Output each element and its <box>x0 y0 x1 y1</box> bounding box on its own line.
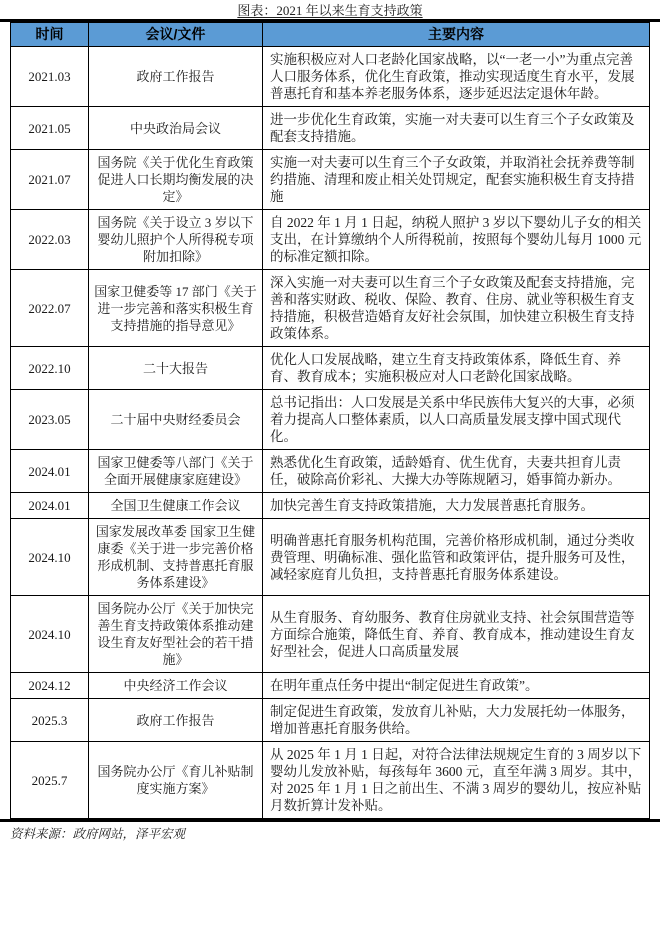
content-cell: 总书记指出：人口发展是关系中华民族伟大复兴的大事，必须着力提高人口整体素质，以人口高质量发展支撑中国式现代化。 <box>263 390 650 450</box>
document-cell: 政府工作报告 <box>89 699 263 742</box>
table-row <box>11 742 650 819</box>
content-cell: 实施一对夫妻可以生育三个子女政策，并取消社会抚养费等制约措施、清理和废止相关处罚规定，配套实施积极生育支持措施 <box>263 150 650 210</box>
table-row <box>11 210 650 270</box>
table-body <box>11 47 650 819</box>
time-cell: 2021.03 <box>11 47 89 107</box>
content-cell: 实施积极应对人口老龄化国家战略，以“一老一小”为重点完善人口服务体系，优化生育政策，推动实现适度生育水平，发展普惠托育和基本养老服务体系，逐步延迟法定退休年龄。 <box>263 47 650 107</box>
time-cell: 2022.03 <box>11 210 89 270</box>
source-note: 资料来源：政府网站，泽平宏观 <box>10 827 186 841</box>
time-cell: 2021.07 <box>11 150 89 210</box>
time-cell: 2024.10 <box>11 519 89 596</box>
content-cell: 进一步优化生育政策，实施一对夫妻可以生育三个子女政策及配套支持措施。 <box>263 107 650 150</box>
column-header-document: 会议/文件 <box>89 23 263 47</box>
table-row <box>11 47 650 107</box>
document-cell: 国务院《关于优化生育政策促进人口长期均衡发展的决定》 <box>89 150 263 210</box>
document-cell: 政府工作报告 <box>89 47 263 107</box>
document-cell: 二十届中央财经委员会 <box>89 390 263 450</box>
figure-title <box>0 0 660 19</box>
table-row <box>11 519 650 596</box>
table-header <box>11 23 650 47</box>
content-cell: 深入实施一对夫妻可以生育三个子女政策及配套支持措施，完善和落实财政、税收、保险、教育、住房、就业等积极生育支持措施，积极营造婚育友好社会氛围，加快建立积极生育支持政策体系。 <box>263 270 650 347</box>
header-row <box>11 23 650 47</box>
content-cell: 从生育服务、育幼服务、教育住房就业支持、社会氛围营造等方面综合施策，降低生育、养育、教育成本，推动建设生育友好型社会，促进人口高质量发展 <box>263 596 650 673</box>
time-cell: 2025.7 <box>11 742 89 819</box>
time-cell: 2022.10 <box>11 347 89 390</box>
table-row <box>11 107 650 150</box>
column-header-content: 主要内容 <box>263 23 650 47</box>
document-cell: 国务院办公厅《关于加快完善生育支持政策体系推动建设生育友好型社会的若干措施》 <box>89 596 263 673</box>
policy-table <box>10 22 650 819</box>
time-cell: 2022.07 <box>11 270 89 347</box>
time-cell: 2024.01 <box>11 493 89 519</box>
table-row <box>11 450 650 493</box>
content-cell: 在明年重点任务中提出“制定促进生育政策”。 <box>263 673 650 699</box>
content-cell: 明确普惠托育服务机构范围，完善价格形成机制，通过分类收费管理、明确标准、强化监管和政策评估，提升服务可及性，减轻家庭育儿负担，支持普惠托育服务体系建设。 <box>263 519 650 596</box>
document-cell: 国务院办公厅《育儿补贴制度实施方案》 <box>89 742 263 819</box>
content-cell: 从 2025 年 1 月 1 日起，对符合法律法规规定生育的 3 周岁以下婴幼儿发放补贴，每孩每年 3600 元，直至年满 3 周岁。其中，对 2025 年 1 月 1 日之前出生、不满 3 周岁的婴幼儿，按应补贴月数折算计发补贴。 <box>263 742 650 819</box>
document-cell: 中央经济工作会议 <box>89 673 263 699</box>
column-header-time: 时间 <box>11 23 89 47</box>
table-row <box>11 596 650 673</box>
content-cell: 优化人口发展战略，建立生育支持政策体系，降低生育、养育、教育成本；实施积极应对人口老龄化国家战略。 <box>263 347 650 390</box>
document-cell: 二十大报告 <box>89 347 263 390</box>
content-cell: 加快完善生育支持政策措施，大力发展普惠托育服务。 <box>263 493 650 519</box>
table-row <box>11 270 650 347</box>
document-cell: 国家发展改革委 国家卫生健康委《关于进一步完善价格形成机制、支持普惠托育服务体系建设》 <box>89 519 263 596</box>
content-cell: 自 2022 年 1 月 1 日起，纳税人照护 3 岁以下婴幼儿子女的相关支出，在计算缴纳个人所得税前，按照每个婴幼儿每月 1000 元的标准定额扣除。 <box>263 210 650 270</box>
document-cell: 全国卫生健康工作会议 <box>89 493 263 519</box>
time-cell: 2025.3 <box>11 699 89 742</box>
table-row <box>11 390 650 450</box>
time-cell: 2024.10 <box>11 596 89 673</box>
content-cell: 熟悉优化生育政策，适龄婚育、优生优育，夫妻共担育儿责任，破除高价彩礼、大操大办等陈规陋习，婚事简办新办。 <box>263 450 650 493</box>
table-row <box>11 347 650 390</box>
document-cell: 国家卫健委等 17 部门《关于进一步完善和落实积极生育支持措施的指导意见》 <box>89 270 263 347</box>
time-cell: 2021.05 <box>11 107 89 150</box>
document-cell: 国家卫健委等八部门《关于全面开展健康家庭建设》 <box>89 450 263 493</box>
document-cell: 中央政治局会议 <box>89 107 263 150</box>
time-cell: 2023.05 <box>11 390 89 450</box>
table-row <box>11 150 650 210</box>
time-cell: 2024.12 <box>11 673 89 699</box>
table-row <box>11 493 650 519</box>
content-cell: 制定促进生育政策，发放育儿补贴，大力发展托幼一体服务，增加普惠托育服务供给。 <box>263 699 650 742</box>
document-cell: 国务院《关于设立 3 岁以下婴幼儿照护个人所得税专项附加扣除》 <box>89 210 263 270</box>
table-row <box>11 673 650 699</box>
figure-title-text: 图表：2021 年以来生育支持政策 <box>237 3 423 18</box>
table-row <box>11 699 650 742</box>
time-cell: 2024.01 <box>11 450 89 493</box>
